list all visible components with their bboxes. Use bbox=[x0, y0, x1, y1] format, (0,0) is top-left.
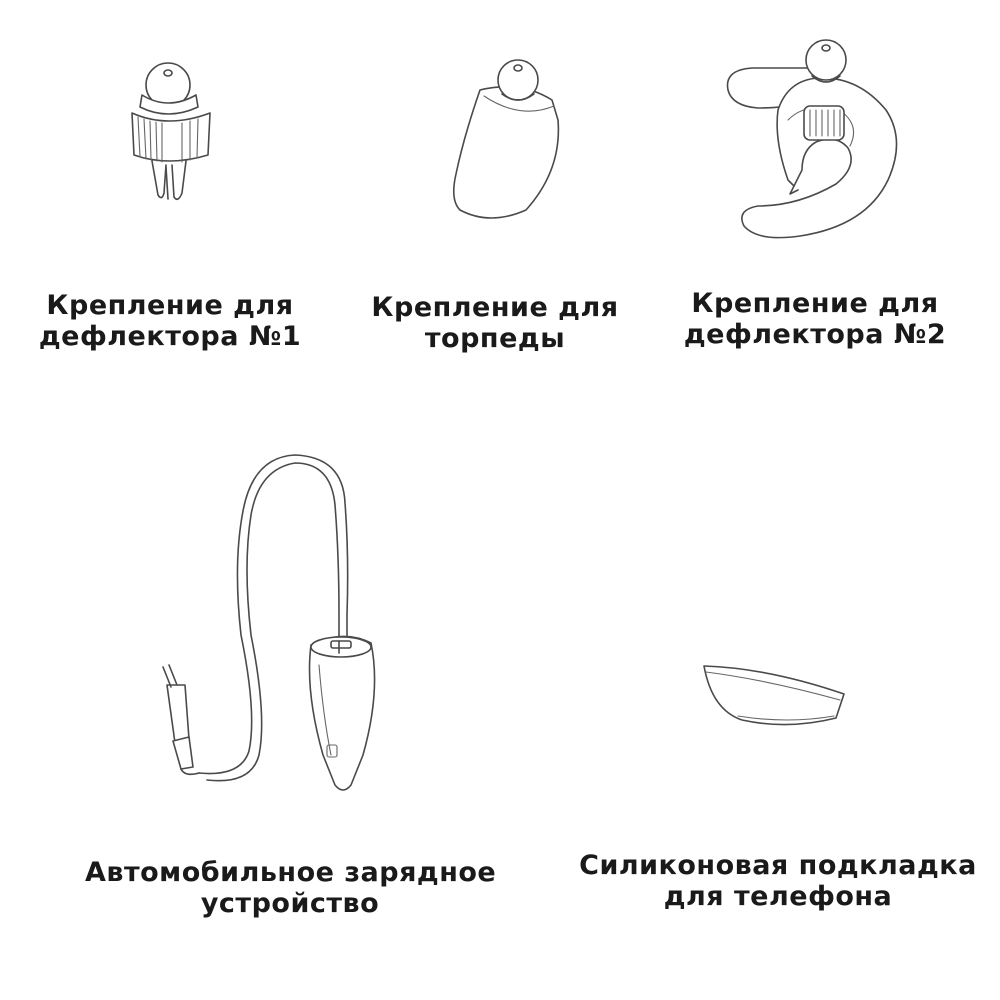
caption-line-1: Крепление для bbox=[691, 288, 939, 319]
caption-vent-mount-1 bbox=[20, 290, 320, 352]
vent-hook-icon bbox=[718, 30, 908, 245]
caption-line-2: торпеды bbox=[424, 323, 566, 354]
caption-silicone-pad bbox=[578, 850, 978, 912]
caption-line-1: Силиконовая подкладка bbox=[579, 850, 977, 881]
caption-vent-mount-2 bbox=[665, 288, 965, 350]
caption-line-2: для телефона bbox=[663, 881, 893, 912]
caption-car-charger bbox=[85, 857, 495, 919]
caption-line-1: Крепление для bbox=[46, 290, 294, 321]
vent-clip-icon bbox=[120, 55, 220, 205]
dashboard-base-icon bbox=[440, 50, 580, 230]
car-charger-icon bbox=[155, 455, 395, 805]
caption-line-2: дефлектора №1 bbox=[38, 321, 302, 352]
caption-line-2: дефлектора №2 bbox=[683, 319, 947, 350]
silicone-pad-icon bbox=[698, 658, 858, 738]
caption-line-1: Автомобильное зарядное bbox=[85, 857, 497, 888]
caption-line-1: Крепление для bbox=[371, 292, 619, 323]
caption-dashboard-mount bbox=[345, 292, 645, 354]
caption-line-2: устройство bbox=[200, 888, 380, 919]
